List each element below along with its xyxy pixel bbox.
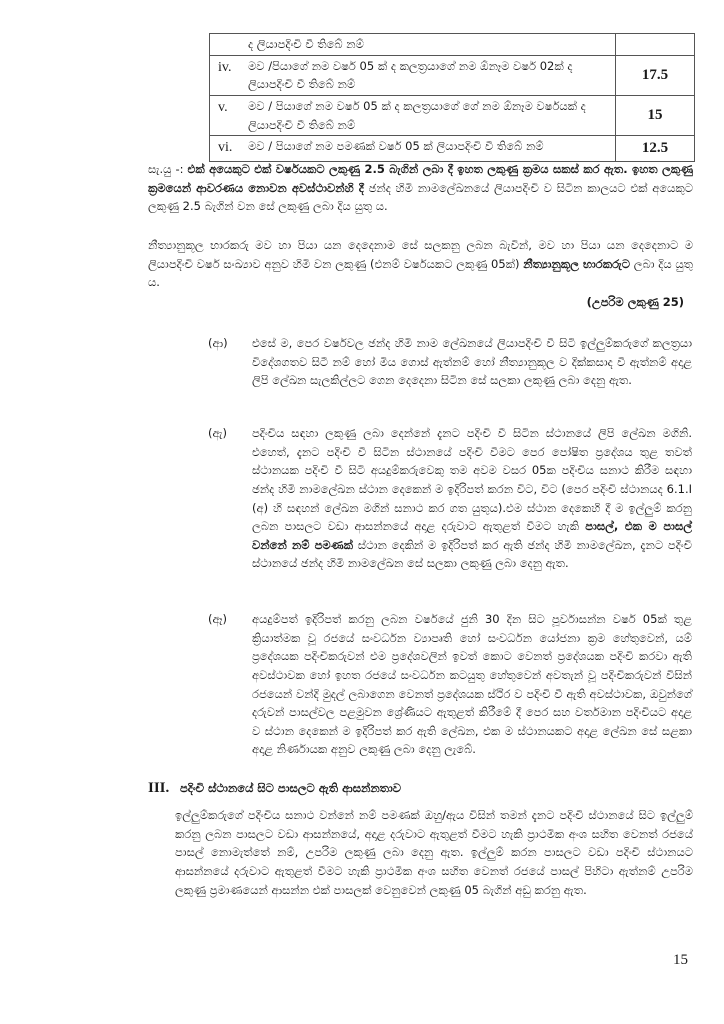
sub-item-text: අයදුම්පත් ඉදිරිපත් කරනු ලබන වර්ෂයේ ජුනි 30 දින සිට පූර්වාසන්න වර්ෂ 05ක් තුළ ක්‍රියාත්මක වූ රජයේ සංවර්ධන ව්‍යාපෘති හෝ සංවර්ධන යෝජනා ක්‍රම හේතුවෙන්, යම් ප්‍රදේශයක පදිංචිකරුවන් එම ප්‍රදේශවලින් ඉවත් කොට වෙනත් ප්‍රදේශයක පදිංචි කරවා ඇති අවස්ථාවක හෝ ඉහත රජයේ සංවර්ධන කටයුතු හේතුවෙන් අවතැන් වූ පදිංචිකරුවන් විසින් රජයෙන් වන්දි මුදල් ලබාගෙන වෙනත් ප්‍රදේශයක ස්ථිර ව පදිංචි වී ඇති අවස්ථාවක, ඔවුන්ගේ දරුවන් පාසල්වල පළමුවන ශ්‍රේණියට ඇතුළත් කිරීමේ දී පෙර සහ වර්තමාන පදිංචියට අදාළ ව ස්ථාන දෙකෙන් ම ඉදිරිපත් කර ඇති ලේඛන, එක ම ස්ථානයකට අදාළ ලේඛන සේ සළකා අදාළ නිර්ණායක අනුව ලකුණු ලබා දෙනු ලැබේ. [252,612,692,757]
section-title: පදිංචි ස්ථානයේ සිට පාසලට ඇති ආසන්නතාව [180,781,402,795]
sub-item-bold-text: පාසල්, එක ම පාසල් වන්නේ නම් පමණක් [252,519,692,552]
section-body: ඉල්ලුම්කරුගේ පදිංචිය සනාථ වන්නේ නම් පමණක් ඔහු/ඇය විසින් තමන් දැනට පදිංචි ස්ථානයේ සිට ඉල්ලුම් කරනු ලබන පාසලට වඩා ආසන්නයේ, අදාළ දරුවාට ඇතුළත් වීමට හැකි ප්‍රාථමික අංශ සහිත වෙනත් රජයේ පාසල් නොමැත්තේ නම්, උපරිම ලකුණු ලබා දෙනු ඇත. ඉල්ලුම් කරන පාසලට වඩා පදිංචි ස්ථානයට ආසන්නයේ දරුවාට ඇතුළත් වීමට හැකි ප්‍රාථමික අංශ සහිත වෙනත් රජයේ පාසල් පිහිටා ඇත්නම් උපරිම ලකුණු ප්‍රමාණයෙන් ආසන්න එක් පාසලක් වෙනුවෙන් ලකුණු 05 බැගින් අඩු කරනු ඇත. [175,808,693,897]
note-prefix: සැ.යු -: [148,162,184,176]
table-row [210,136,695,162]
page-number: 15 [673,952,688,968]
sub-item-ae [208,424,692,573]
section-number: III. [148,780,170,796]
row-score [616,34,695,56]
note-text: ඡන්ද හිමි නාමලේඛනයේ ලියාපදිංචි ව සිටින කාලයට එක් අයෙකුට ලකුණු 2.5 බැගින් වන සේ ලකුණු ලබා දිය යුතු ය. [148,180,693,214]
row-number: v. [218,99,228,115]
guardian-text: නීත්‍යානුකූල භාරකරු මව හා පියා යන දෙදෙනාම සේ සලකනු ලබන බැවින්, මව හා පියා යන දෙදෙනාට ම ලියාපදිංචි වර්ෂ සංඛ්‍යාව අනුව හිමි වන ලකුණු (එනම් වර්ෂයකට ලකුණු 05ක්) [148,238,693,271]
max-marks-label: (උපරිම ලකුණු 25) [586,295,684,309]
row-number: iv. [218,59,232,75]
sub-item-label: (ඈ) [208,612,227,626]
section-heading [148,776,401,800]
sub-item-aa [208,334,692,390]
guardian-paragraph [148,236,693,292]
row-score: 15 [616,95,695,135]
sub-item-text: එසේ ම, පෙර වර්ෂවල ඡන්ද හිමි නාම ලේඛනයේ ලියාපදිංචි වී සිටි ඉල්ලුම්කරුගේ කලත්‍රයා විදේශගතව සිටී නම් හෝ මිය ගොස් ඇත්නම් හෝ නීත්‍යානුකූල ව දික්කසාද වී ඇත්නම් අදාළ ලිපි ලේඛන සැලකිල්ලට ගෙන දෙදෙනා සිටින සේ සලකා ලකුණු ලබා දෙනු ඇත. [252,336,692,388]
table-row [210,34,695,56]
row-description: මව / පියාගේ නම පමණක් වර්ෂ 05 ක් ලියාපදිංචි වී තිබේ නම් [248,139,544,154]
guardian-bold-text: නීත්‍යානුකූල භාරකරුට [523,256,630,271]
note-bold-text: එක් අයෙකුට එක් වර්ෂයකට ලකුණු 2.5 බැගින් ලබා දී ඉහත ලකුණු ක්‍රමය සකස් කර ඇත. ඉහත ලකුණු ක්‍රමයෙන් ආවරණය නොවන අවස්ථාවන්හි දී [148,162,694,195]
row-description: මව /පියාගේ නම වර්ෂ 05 ක් ද කලත්‍රයාගේ නම ඕනෑම වර්ෂ 02ක් ද ලියාපදිංචි වී තිබේ නම් [248,58,573,92]
row-score: 12.5 [616,136,695,162]
row-description: මව / පියාගේ නම වර්ෂ 05 ක් ද කලත්‍රයාගේ ගේ නම ඕනෑම වර්ෂයක් ද ලියාපදිංචි වී තිබේ නම් [248,98,586,132]
guardian-tail: ලබා දිය යුතු ය. [148,256,693,290]
table-row [210,55,695,95]
table-row [210,95,695,135]
sub-item-text: පදිංචිය සඳහා ලකුණු ලබා දෙන්නේ දැනට පදිංචි වී සිටින ස්ථානයේ ලිපි ලේඛන මගිනි. එහෙත්, දැනට පදිංචි වී සිටින ස්ථානයේ පදිංචි වීමට පෙර පෝෂිත ප්‍රදේශය තුළ තවත් ස්ථානයක පදිංචි වී සිටි අයදුම්කරුවෙකු තම අවම වසර 05ක පදිංචිය සනාථ කිරීම සඳහා ඡන්ද හිමි නාමලේඛන ස්ථාන දෙකෙන් ම ඉදිරිපත් කරන විට, විට (පෙර පදිංචි ස්ථානයද 6.1.I (අ) හි සඳහන් ලේඛන මගින් සනාථ කර ගත යුතුය).එම ස්ථාන දෙකෙහි දී ම ඉල්ලුම් කරනු ලබන පාසලට වඩා ආසන්නයේ අදාළ දරුවාට ඇතුළත් වීමට හැකි [252,426,692,534]
sub-item-text-tail: ස්ථාන දෙකින් ම ඉදිරිපත් කර ඇති ඡන්ද හිමි නාමලේඛන, දැනට පදිංචි ස්ථානයේ ඡන්ද හිමි නාමලේඛන සේ සලකා ලකුණු ලබා දෙනු ඇත. [252,537,692,571]
row-number: vi. [218,140,233,156]
sub-item-label: (ආ) [208,336,228,350]
sub-item-aae [208,610,692,759]
score-table [209,33,695,162]
row-number [218,35,248,54]
note-paragraph [148,160,693,216]
row-description: ද ලියාපදිංචි වී තිබේ නම් [248,37,364,51]
sub-item-label: (ඇ) [208,426,227,440]
row-score: 17.5 [616,55,695,95]
